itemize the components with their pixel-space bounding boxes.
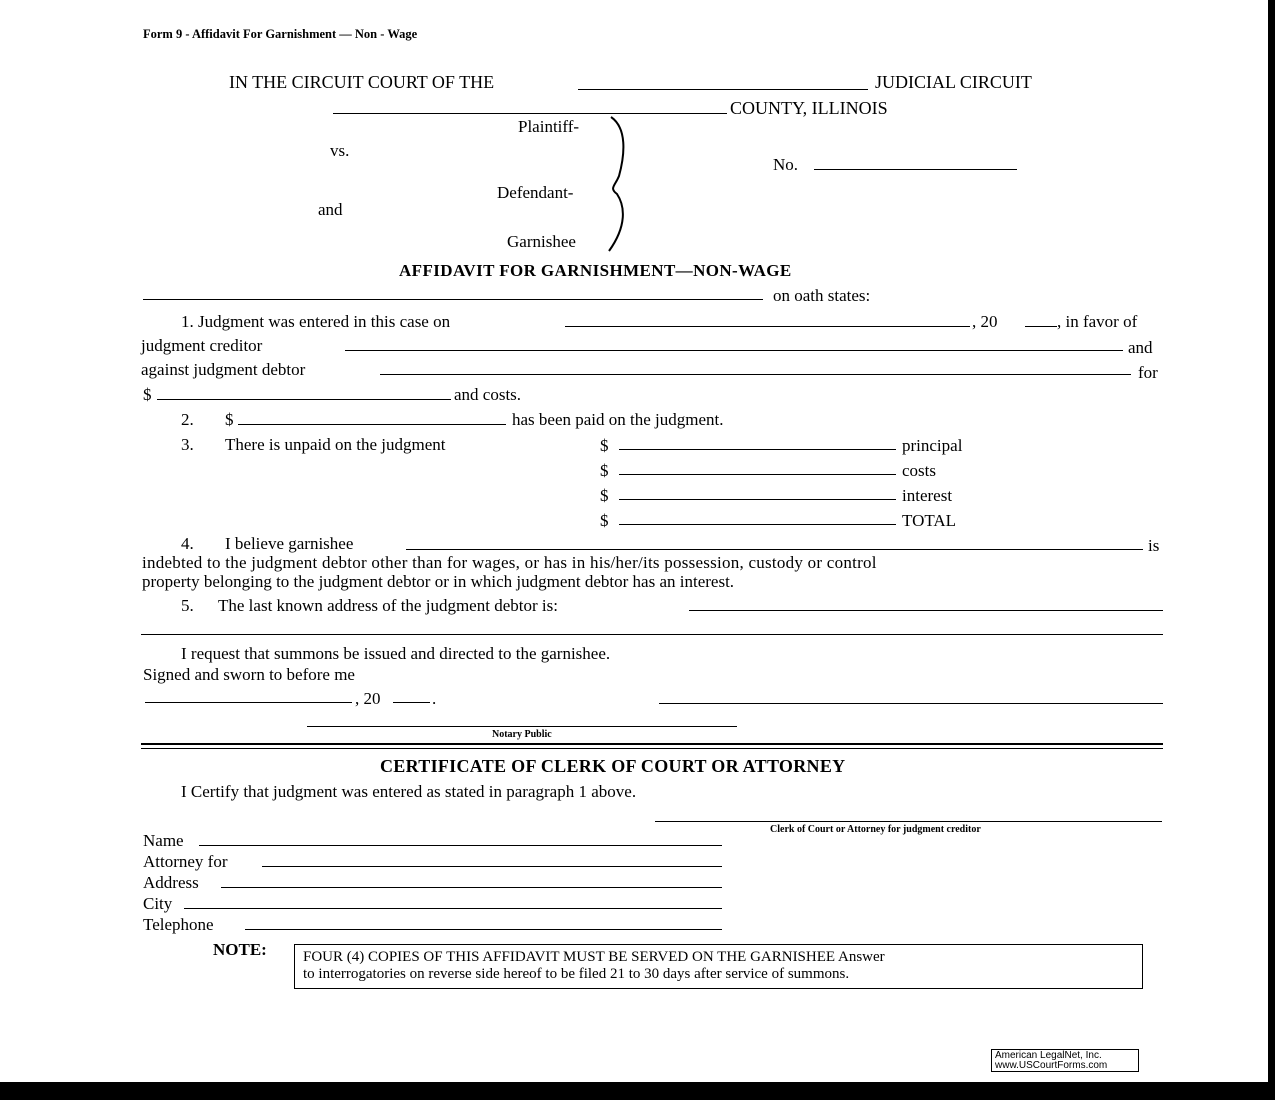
unpaid-total-dollar: $: [600, 511, 609, 530]
footer-line-1: American LegalNet, Inc.: [995, 1050, 1102, 1061]
name-field[interactable]: [199, 845, 722, 846]
signed-text: Signed and sworn to before me: [143, 665, 355, 684]
city-label: City: [143, 894, 173, 913]
case-no-label: No.: [773, 155, 799, 174]
affiant-signature-field[interactable]: [659, 703, 1163, 704]
defendant-label: Defendant-: [497, 183, 574, 202]
note-box: [294, 944, 1143, 989]
debtor-address-field-2[interactable]: [141, 634, 1163, 635]
clerk-signature-label: Clerk of Court or Attorney for judgment creditor: [770, 824, 981, 835]
vs-label: vs.: [330, 141, 350, 160]
paid-amount-field[interactable]: [238, 424, 506, 425]
footer-badge: [991, 1049, 1139, 1072]
request-text: I request that summons be issued and directed to the garnishee.: [181, 644, 611, 663]
oath-text: on oath states:: [773, 286, 871, 305]
certificate-title: CERTIFICATE OF CLERK OF COURT OR ATTORNEY: [380, 756, 846, 776]
address-label: Address: [143, 873, 199, 892]
affidavit-title: AFFIDAVIT FOR GARNISHMENT—NON-WAGE: [399, 261, 792, 280]
affiant-name-field[interactable]: [143, 299, 763, 300]
item-3-number: 3.: [181, 435, 194, 454]
attorney-for-field[interactable]: [262, 866, 722, 867]
certificate-text: I Certify that judgment was entered as stated in paragraph 1 above.: [181, 782, 637, 801]
unpaid-total-field[interactable]: [619, 524, 896, 525]
attorney-for-label: Attorney for: [143, 852, 228, 871]
notary-signature-field[interactable]: [307, 726, 737, 727]
judgment-date-field[interactable]: [565, 326, 970, 327]
debtor-field[interactable]: [380, 374, 1131, 375]
case-number-field[interactable]: [814, 169, 1017, 170]
unpaid-costs-dollar: $: [600, 461, 609, 480]
item-4-text: I believe garnishee: [225, 534, 354, 553]
item-2-dollar: $: [225, 410, 234, 429]
item-4-number: 4.: [181, 534, 194, 553]
judgment-year-field[interactable]: [1025, 326, 1057, 327]
signed-year-prefix: , 20: [355, 689, 381, 708]
address-field[interactable]: [221, 887, 722, 888]
note-line-1: FOUR (4) COPIES OF THIS AFFIDAVIT MUST BE SERVED ON THE GARNISHEE Answer: [303, 949, 885, 965]
unpaid-interest-label: interest: [902, 486, 953, 505]
garnishee-label: Garnishee: [507, 232, 576, 251]
form-label: Form 9 - Affidavit For Garnishment — Non - Wage: [143, 27, 418, 41]
unpaid-interest-field[interactable]: [619, 499, 896, 500]
and-label: and: [318, 200, 343, 219]
creditor-and: and: [1128, 338, 1153, 357]
judgment-amount-field[interactable]: [157, 399, 451, 400]
item-5-text: The last known address of the judgment debtor is:: [218, 596, 558, 615]
clerk-signature-field[interactable]: [655, 821, 1162, 822]
name-label: Name: [143, 831, 184, 850]
item-3-text: There is unpaid on the judgment: [225, 435, 446, 454]
creditor-field[interactable]: [345, 350, 1123, 351]
item-4-is: is: [1148, 536, 1160, 555]
court-line-1-prefix: IN THE CIRCUIT COURT OF THE: [229, 72, 495, 92]
court-line-1-suffix: JUDICIAL CIRCUIT: [875, 72, 1032, 92]
note-label: NOTE:: [213, 940, 267, 959]
item-2-number: 2.: [181, 410, 194, 429]
item-2-text: has been paid on the judgment.: [512, 410, 724, 429]
note-line-2: to interrogatories on reverse side hereof to be filed 21 to 30 days after service of summons.: [303, 966, 850, 982]
unpaid-principal-field[interactable]: [619, 449, 896, 450]
item-1-in-favor: , in favor of: [1057, 312, 1138, 331]
notary-label: Notary Public: [492, 729, 552, 740]
signed-period: .: [432, 689, 437, 708]
item-1-text: 1. Judgment was entered in this case on: [181, 312, 451, 331]
garnishee-name-field[interactable]: [406, 549, 1143, 550]
unpaid-principal-dollar: $: [600, 436, 609, 455]
court-line-2-suffix: COUNTY, ILLINOIS: [730, 98, 888, 118]
unpaid-costs-label: costs: [902, 461, 936, 480]
signed-year-field[interactable]: [393, 702, 430, 703]
item-5-number: 5.: [181, 596, 194, 615]
separator-top: [141, 743, 1163, 745]
caption-brace: [603, 114, 633, 254]
debtor-for: for: [1138, 363, 1158, 382]
footer-line-2: www.USCourtForms.com: [995, 1060, 1108, 1071]
circuit-number-field[interactable]: [578, 89, 868, 90]
separator-bottom: [141, 748, 1163, 749]
unpaid-interest-dollar: $: [600, 486, 609, 505]
unpaid-principal-label: principal: [902, 436, 963, 455]
plaintiff-label: Plaintiff-: [518, 117, 580, 136]
item-4-line-2: indebted to the judgment debtor other than for wages, or has in his/her/its possession, custody or control: [142, 553, 877, 572]
unpaid-total-label: TOTAL: [902, 511, 957, 530]
city-field[interactable]: [184, 908, 722, 909]
debtor-label: against judgment debtor: [141, 360, 306, 379]
judgment-amount-dollar: $: [143, 385, 152, 404]
telephone-label: Telephone: [143, 915, 214, 934]
item-1-year-prefix: , 20: [972, 312, 998, 331]
debtor-address-field-1[interactable]: [689, 610, 1163, 611]
county-field[interactable]: [333, 113, 727, 114]
item-4-line-3: property belonging to the judgment debtor or in which judgment debtor has an interest.: [142, 572, 735, 591]
signed-date-field[interactable]: [145, 702, 352, 703]
unpaid-costs-field[interactable]: [619, 474, 896, 475]
creditor-label: judgment creditor: [141, 336, 263, 355]
telephone-field[interactable]: [245, 929, 722, 930]
and-costs-text: and costs.: [454, 385, 522, 404]
